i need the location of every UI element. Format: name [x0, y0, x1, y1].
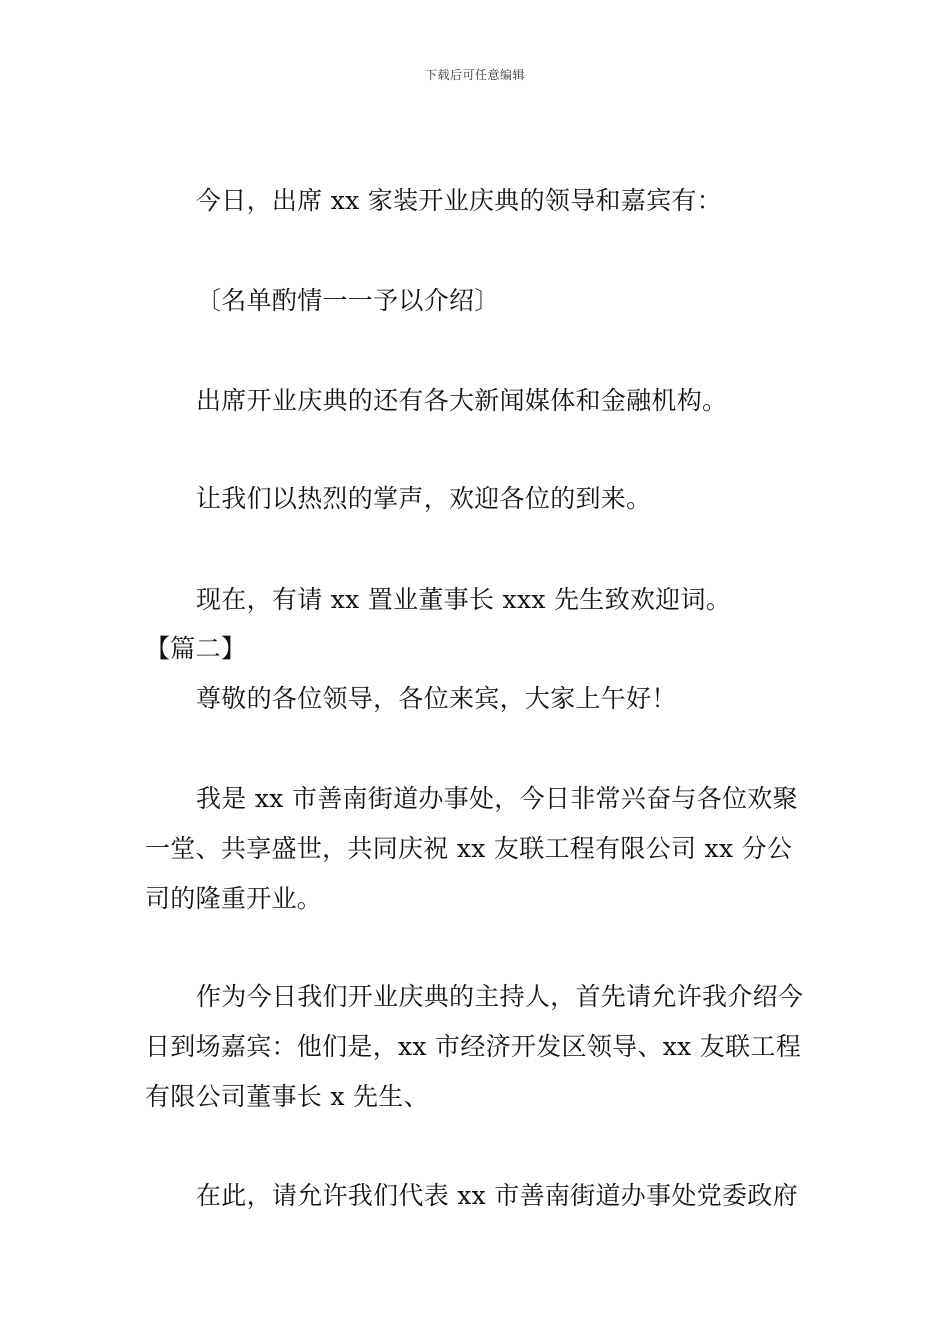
paragraph-guests-list: 作为今日我们开业庆典的主持人，首先请允许我介绍今日到场嘉宾：他们是，xx 市经济开发区领导、xx 友联工程有限公司董事长 x 先生、 — [145, 982, 804, 1111]
paragraph-on-behalf: 在此，请允许我们代表 xx 市善南街道办事处党委政府 — [196, 1181, 798, 1210]
paragraph-applause: 让我们以热烈的掌声，欢迎各位的到来。 — [196, 484, 652, 513]
paragraph-name-list-note: 〔名单酌情一一予以介绍〕 — [196, 286, 500, 315]
paragraph-greeting: 尊敬的各位领导，各位来宾，大家上午好！ — [196, 684, 677, 713]
paragraph-media: 出席开业庆典的还有各大新闻媒体和金融机构。 — [196, 386, 728, 415]
header-note: 下载后可任意编辑 — [424, 68, 525, 82]
section-title: 【篇二】 — [145, 634, 247, 663]
paragraph-guests-intro: 今日，出席 xx 家装开业庆典的领导和嘉宾有： — [196, 186, 722, 215]
paragraph-host-intro: 我是 xx 市善南街道办事处，今日非常兴奋与各位欢聚一堂、共享盛世，共同庆祝 xx 友联工程有限公司 xx 分公司的隆重开业。 — [145, 784, 798, 913]
paragraph-welcome-speech: 现在，有请 xx 置业董事长 xxx 先生致欢迎词。 — [196, 585, 732, 614]
